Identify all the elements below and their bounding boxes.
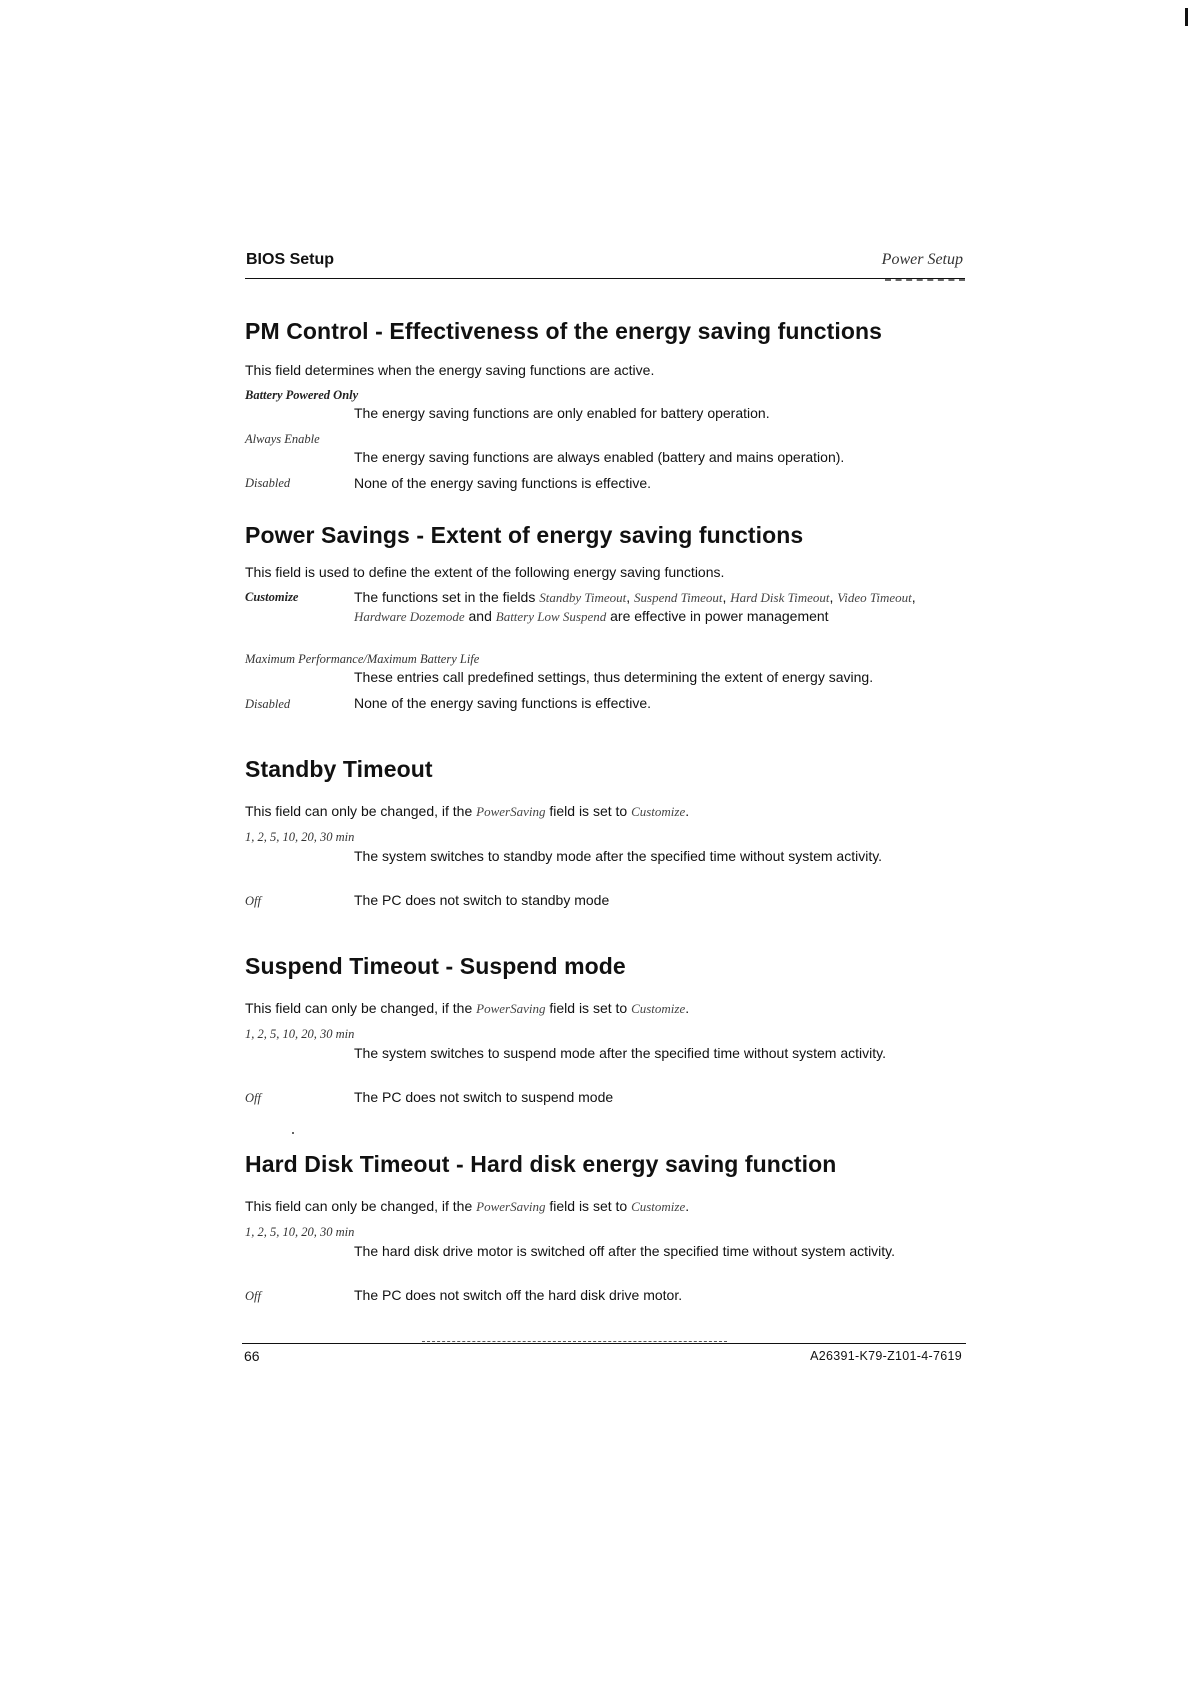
page-header	[245, 250, 965, 279]
section-intro-pm-control: This field determines when the energy saving functions are active.	[245, 362, 655, 378]
option-term: Off	[245, 1289, 261, 1303]
document-id: A26391-K79-Z101-4-7619	[810, 1349, 962, 1363]
option-term: 1, 2, 5, 10, 20, 30 min	[245, 1027, 355, 1041]
intro-end: .	[685, 803, 690, 819]
option-desc: These entries call predefined settings, thus determining the extent of energy saving.	[354, 669, 874, 685]
option-desc: None of the energy saving functions is effective.	[354, 475, 652, 491]
option-desc: The functions set in the fields Standby Timeout, Suspend Timeout, Hard Disk Timeout, Video Timeout, Hardware Dozemode and Battery Low Suspend are effective in power management	[354, 589, 916, 624]
field-ref: PowerSaving	[476, 804, 546, 819]
option-term: Off	[245, 894, 261, 908]
desc-and: and	[464, 608, 496, 624]
option-desc: The energy saving functions are only enabled for battery operation.	[354, 405, 770, 421]
intro-prefix: This field can only be changed, if the	[245, 803, 477, 819]
section-title-power-savings: Power Savings - Extent of energy saving functions	[245, 522, 804, 548]
option-desc: The PC does not switch to suspend mode	[354, 1089, 614, 1105]
section-intro-standby	[245, 803, 689, 820]
option-term: Off	[245, 1091, 261, 1105]
intro-prefix: This field can only be changed, if the	[245, 1000, 477, 1016]
option-term: Disabled	[245, 697, 291, 711]
option-desc: The PC does not switch to standby mode	[354, 892, 610, 908]
field-value: Customize	[631, 1199, 686, 1214]
desc-prefix: The functions set in the fields	[354, 589, 540, 605]
footer-rule-dash	[422, 1341, 727, 1342]
section-title-suspend-timeout: Suspend Timeout - Suspend mode	[245, 953, 626, 979]
option-desc: The PC does not switch off the hard disk drive motor.	[354, 1287, 683, 1303]
field-value: Customize	[631, 1001, 686, 1016]
intro-mid: field is set to	[545, 1000, 632, 1016]
field-ref: Video Timeout	[837, 590, 912, 605]
field-ref: Hardware Dozemode	[354, 609, 465, 624]
intro-end: .	[685, 1000, 690, 1016]
section-intro-suspend	[245, 1000, 689, 1017]
option-term: 1, 2, 5, 10, 20, 30 min	[245, 1225, 355, 1239]
option-desc: The energy saving functions are always enabled (battery and mains operation).	[354, 449, 845, 465]
desc-suffix: are effective in power management	[606, 608, 829, 624]
header-left-title: BIOS Setup	[246, 251, 335, 268]
option-term: Customize	[245, 590, 299, 604]
intro-end: .	[685, 1198, 690, 1214]
intro-mid: field is set to	[545, 803, 632, 819]
option-desc: The system switches to standby mode after the specified time without system activity.	[354, 848, 883, 864]
intro-prefix: This field can only be changed, if the	[245, 1198, 477, 1214]
field-ref: Standby Timeout	[539, 590, 627, 605]
section-intro-hard-disk	[245, 1198, 689, 1215]
page-number: 66	[244, 1348, 260, 1364]
field-ref: PowerSaving	[476, 1199, 546, 1214]
option-term: Maximum Performance/Maximum Battery Life	[245, 652, 480, 666]
field-value: Customize	[631, 804, 686, 819]
field-ref: Suspend Timeout	[634, 590, 723, 605]
scan-speck	[292, 1132, 294, 1134]
field-ref: Battery Low Suspend	[495, 609, 607, 624]
option-desc: The system switches to suspend mode after the specified time without system activity.	[354, 1045, 886, 1061]
section-title-pm-control: PM Control - Effectiveness of the energy saving functions	[245, 318, 883, 344]
page-footer	[242, 1343, 966, 1364]
field-ref: Hard Disk Timeout	[730, 590, 830, 605]
field-ref: PowerSaving	[476, 1001, 546, 1016]
section-title-hard-disk-timeout: Hard Disk Timeout - Hard disk energy saving function	[245, 1151, 837, 1177]
option-term: Always Enable	[245, 432, 320, 446]
option-term: Battery Powered Only	[245, 388, 359, 402]
option-desc: The hard disk drive motor is switched off after the specified time without system activity.	[354, 1243, 896, 1259]
section-intro-power-savings: This field is used to define the extent of the following energy saving functions.	[245, 564, 725, 580]
intro-mid: field is set to	[545, 1198, 632, 1214]
header-right-title: Power Setup	[881, 251, 963, 268]
header-rule-tick	[885, 278, 965, 281]
section-title-standby-timeout: Standby Timeout	[245, 756, 433, 782]
option-term: Disabled	[245, 476, 291, 490]
option-desc: None of the energy saving functions is effective.	[354, 695, 652, 711]
option-term: 1, 2, 5, 10, 20, 30 min	[245, 830, 355, 844]
